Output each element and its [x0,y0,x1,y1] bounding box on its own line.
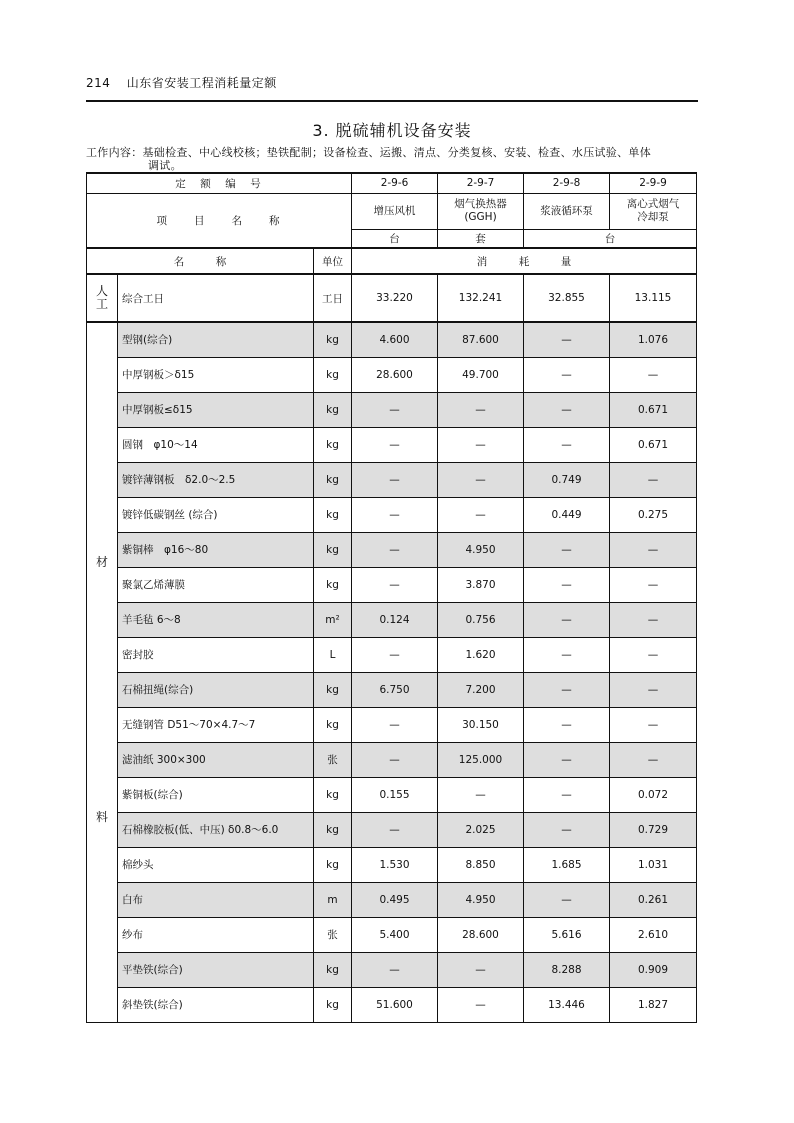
material-value: 4.950 [438,532,524,567]
material-value: — [352,567,438,602]
material-name: 白布 [118,882,314,917]
book-title: 山东省安装工程消耗量定额 [126,76,277,90]
material-value: 0.671 [610,392,697,427]
work-content-line-2: 调试。 [148,159,182,172]
item-header: 项 目 名 称 [87,193,352,248]
material-name: 密封胶 [118,637,314,672]
material-unit: m² [314,602,352,637]
material-value: 0.729 [610,812,697,847]
material-value: — [352,392,438,427]
material-unit: kg [314,497,352,532]
material-name: 镀锌薄钢板 δ2.0～2.5 [118,462,314,497]
code-row [87,173,697,193]
material-value: 1.031 [610,847,697,882]
material-unit: kg [314,392,352,427]
material-value: — [524,567,610,602]
code-cell: 2-9-9 [610,173,697,193]
material-unit: kg [314,672,352,707]
material-name: 无缝钢管 D51～70×4.7～7 [118,707,314,742]
material-value: — [352,952,438,987]
material-category-top: 材 [95,555,108,569]
material-value: 51.600 [352,987,438,1022]
material-value: — [610,532,697,567]
material-value: 0.124 [352,602,438,637]
material-value: 28.600 [438,917,524,952]
material-value: — [610,567,697,602]
material-value: — [352,427,438,462]
labor-name: 综合工日 [118,274,314,322]
column-header-row [87,248,697,274]
material-value: — [352,707,438,742]
material-unit: kg [314,707,352,742]
material-value: — [524,427,610,462]
material-value: 0.275 [610,497,697,532]
material-unit: kg [314,357,352,392]
table-row [87,707,697,742]
material-value: 4.600 [352,322,438,357]
table-row [87,742,697,777]
labor-value: 32.855 [524,274,610,322]
labor-row [87,274,697,322]
material-name: 圆钢 φ10～14 [118,427,314,462]
material-value: 0.749 [524,462,610,497]
table-row [87,882,697,917]
item-cell: 浆液循环泵 [524,193,610,229]
material-value: 125.000 [438,742,524,777]
material-value: — [438,392,524,427]
code-cell: 2-9-7 [438,173,524,193]
material-value: 2.025 [438,812,524,847]
material-name: 石棉扭绳(综合) [118,672,314,707]
work-content [86,146,698,172]
item-row [87,193,697,229]
material-value: — [524,777,610,812]
material-value: — [524,322,610,357]
material-unit: kg [314,777,352,812]
material-value: — [352,532,438,567]
material-value: — [524,532,610,567]
labor-unit: 工日 [314,274,352,322]
material-unit: 张 [314,742,352,777]
code-cell: 2-9-6 [352,173,438,193]
material-value: 0.072 [610,777,697,812]
material-value: 5.400 [352,917,438,952]
material-value: — [524,707,610,742]
table-row [87,427,697,462]
material-value: — [610,672,697,707]
material-value: — [524,882,610,917]
unit-header: 单位 [314,248,352,274]
material-value: 1.530 [352,847,438,882]
material-unit: kg [314,427,352,462]
code-cell: 2-9-8 [524,173,610,193]
material-unit: kg [314,847,352,882]
material-name: 镀锌低碳钢丝 (综合) [118,497,314,532]
material-value: — [610,602,697,637]
material-value: 8.850 [438,847,524,882]
material-name: 斜垫铁(综合) [118,987,314,1022]
material-value: 13.446 [524,987,610,1022]
table-row [87,392,697,427]
table-row [87,462,697,497]
consumption-header: 消 耗 量 [352,248,697,274]
page-header [86,74,698,91]
material-value: — [438,777,524,812]
material-value: 49.700 [438,357,524,392]
material-value: 1.685 [524,847,610,882]
material-value: — [352,742,438,777]
work-content-line-1: 工作内容：基础检查、中心线校核；垫铁配制；设备检查、运搬、清点、分类复核、安装、检查、水压试验、单体 [86,146,651,159]
table-row [87,812,697,847]
material-value: — [438,987,524,1022]
section-title: 3. 脱硫辅机设备安装 [312,121,472,140]
table-row [87,532,697,567]
material-name: 平垫铁(综合) [118,952,314,987]
material-value: — [610,357,697,392]
material-value: 3.870 [438,567,524,602]
material-unit: kg [314,812,352,847]
material-value: — [610,637,697,672]
material-name: 聚氯乙烯薄膜 [118,567,314,602]
material-name: 纱布 [118,917,314,952]
material-value: 0.155 [352,777,438,812]
material-value: — [524,602,610,637]
item-cell: 烟气换热器 (GGH) [438,193,524,229]
material-unit: L [314,637,352,672]
material-name: 中厚钢板＞δ15 [118,357,314,392]
material-unit: m [314,882,352,917]
material-name: 型钢(综合) [118,322,314,357]
item-unit-cell: 台 [524,229,697,248]
material-value: — [524,812,610,847]
quota-table [86,172,697,1023]
material-name: 石棉橡胶板(低、中压) δ0.8～6.0 [118,812,314,847]
material-value: — [524,742,610,777]
material-name: 紫铜棒 φ16～80 [118,532,314,567]
table-row [87,567,697,602]
material-value: 6.750 [352,672,438,707]
labor-value: 33.220 [352,274,438,322]
item-unit-cell: 套 [438,229,524,248]
table-row [87,987,697,1022]
material-unit: kg [314,952,352,987]
table-row [87,322,697,357]
table-row [87,497,697,532]
material-value: — [352,462,438,497]
table-row [87,952,697,987]
material-value: — [610,742,697,777]
material-value: — [524,672,610,707]
material-name: 棉纱头 [118,847,314,882]
material-name: 中厚钢板≤δ15 [118,392,314,427]
material-value: — [524,357,610,392]
material-value: 7.200 [438,672,524,707]
material-value: — [438,952,524,987]
table-row [87,637,697,672]
material-value: 28.600 [352,357,438,392]
material-value: 4.950 [438,882,524,917]
page-number: 214 [86,76,111,90]
material-unit: 张 [314,917,352,952]
material-category-bottom: 料 [95,810,108,824]
material-value: 1.620 [438,637,524,672]
labor-value: 132.241 [438,274,524,322]
material-value: — [524,637,610,672]
material-value: 2.610 [610,917,697,952]
material-value: 0.909 [610,952,697,987]
material-value: — [524,392,610,427]
material-value: — [610,707,697,742]
material-value: 1.827 [610,987,697,1022]
material-category [87,322,118,1022]
code-header: 定 额 编 号 [87,173,352,193]
material-value: 0.495 [352,882,438,917]
material-value: — [438,497,524,532]
item-cell: 增压风机 [352,193,438,229]
header-rule [86,100,698,102]
material-unit: kg [314,322,352,357]
table-row [87,847,697,882]
material-value: — [438,427,524,462]
material-value: — [352,812,438,847]
material-unit: kg [314,567,352,602]
item-unit-cell: 台 [352,229,438,248]
table-row [87,917,697,952]
material-value: 0.449 [524,497,610,532]
material-name: 紫铜板(综合) [118,777,314,812]
table-row [87,672,697,707]
name-header: 名 称 [87,248,314,274]
table-row [87,602,697,637]
material-value: 0.756 [438,602,524,637]
material-value: 87.600 [438,322,524,357]
material-name: 羊毛毡 6～8 [118,602,314,637]
material-value: — [352,637,438,672]
item-cell: 离心式烟气 冷却泵 [610,193,697,229]
material-value: — [610,462,697,497]
material-name: 滤油纸 300×300 [118,742,314,777]
material-value: 0.671 [610,427,697,462]
material-value: 30.150 [438,707,524,742]
table-row [87,777,697,812]
labor-value: 13.115 [610,274,697,322]
material-unit: kg [314,462,352,497]
table-row [87,357,697,392]
material-unit: kg [314,532,352,567]
material-value: 1.076 [610,322,697,357]
labor-category: 人 工 [87,274,118,322]
material-value: 8.288 [524,952,610,987]
material-value: — [438,462,524,497]
material-value: — [352,497,438,532]
material-unit: kg [314,987,352,1022]
material-value: 0.261 [610,882,697,917]
material-value: 5.616 [524,917,610,952]
